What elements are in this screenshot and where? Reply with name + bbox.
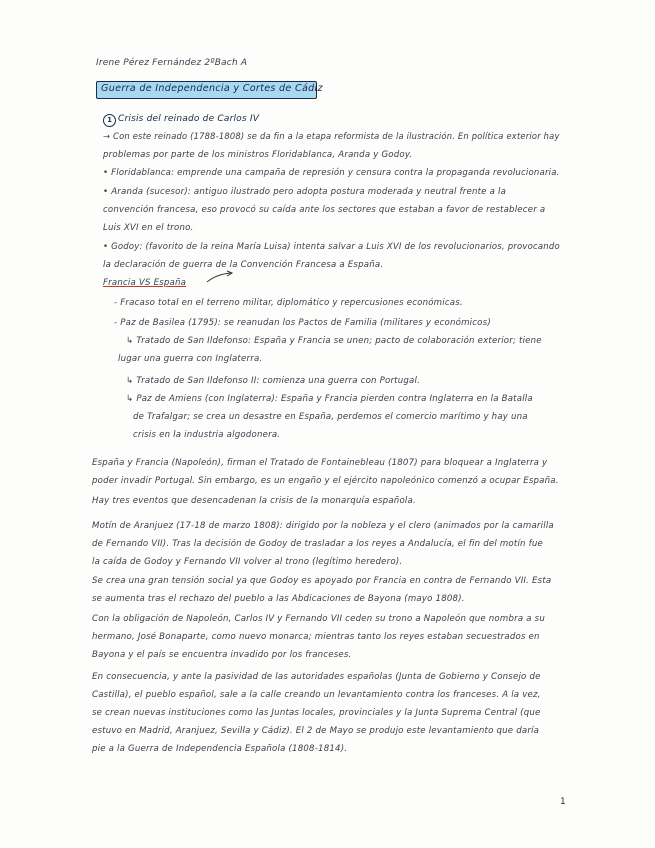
text-line: Castilla), el pueblo español, sale a la calle creando un levantamiento contra los franceses. A la vez,: [92, 690, 541, 700]
text-line: Se crea una gran tensión social ya que Godoy es apoyado por Francia en contra de Fernando VII. Esta: [92, 576, 552, 586]
text-line: • Godoy: (favorito de la reina María Luisa) intenta salvar a Luis XVI de los revolucionarios, provocando: [103, 242, 560, 252]
text-line: la caída de Godoy y Fernando VII volver al trono (legítimo heredero).: [92, 557, 403, 567]
text-line: • Aranda (sucesor): antiguo ilustrado pero adopta postura moderada y neutral frente a la: [103, 187, 507, 197]
section-number-badge: 1: [103, 114, 116, 127]
subheading-francia-vs-espana: Francia VS España: [103, 278, 187, 288]
page-number: 1: [560, 797, 566, 807]
text-line: En consecuencia, y ante la pasividad de las autoridades españolas (Junta de Gobierno y Consejo de: [92, 672, 541, 682]
text-line: ↳ Paz de Amiens (con Inglaterra): España y Francia pierden contra Inglaterra en la Batalla: [126, 394, 533, 404]
page-title: Guerra de Independencia y Cortes de Cádiz: [101, 83, 323, 94]
text-line: ↳ Tratado de San Ildefonso II: comienza una guerra con Portugal.: [126, 376, 421, 386]
arrow-icon: [205, 270, 235, 284]
text-line: de Fernando VII). Tras la decisión de Godoy de trasladar a los reyes a Andalucía, el fin del motín fue: [92, 539, 543, 549]
text-line: • Floridablanca: emprende una campaña de represión y censura contra la propaganda revolucionaria.: [103, 168, 560, 178]
text-line: pie a la Guerra de Independencia Española (1808-1814).: [92, 744, 348, 754]
text-line: Con la obligación de Napoleón, Carlos IV y Fernando VII ceden su trono a Napoleón que nombra a su: [92, 614, 545, 624]
text-line: hermano, José Bonaparte, como nuevo monarca; mientras tanto los reyes estaban secuestrados en: [92, 632, 540, 642]
text-line: convención francesa, eso provocó su caída ante los sectores que estaban a favor de restablecer a: [103, 205, 546, 215]
text-line: Hay tres eventos que desencadenan la crisis de la monarquía española.: [92, 496, 416, 506]
text-line: la declaración de guerra de la Convención Francesa a España.: [103, 260, 384, 270]
text-line: estuvo en Madrid, Aranjuez, Sevilla y Cádiz). El 2 de Mayo se produjo este levantamiento que daría: [92, 726, 540, 736]
text-line: de Trafalgar; se crea un desastre en España, perdemos el comercio marítimo y hay una: [133, 412, 528, 422]
text-line: se crean nuevas instituciones como las Juntas locales, provinciales y la Junta Suprema Central (que: [92, 708, 541, 718]
author-header: Irene Pérez Fernández 2ºBach A: [96, 58, 248, 68]
text-line: se aumenta tras el rechazo del pueblo a las Abdicaciones de Bayona (mayo 1808).: [92, 594, 465, 604]
text-line: problemas por parte de los ministros Floridablanca, Aranda y Godoy.: [103, 150, 413, 160]
text-line: España y Francia (Napoleón), firman el Tratado de Fontainebleau (1807) para bloquear a Inglaterra y: [92, 458, 548, 468]
text-line: Bayona y el país se encuentra invadido por los franceses.: [92, 650, 352, 660]
text-line: - Paz de Basilea (1795): se reanudan los Pactos de Familia (militares y económicos): [114, 318, 491, 328]
section-heading: Crisis del reinado de Carlos IV: [118, 114, 260, 124]
text-line: Motín de Aranjuez (17-18 de marzo 1808): dirigido por la nobleza y el clero (animados por la camarilla: [92, 521, 554, 531]
text-line: Luis XVI en el trono.: [103, 223, 194, 233]
text-line: crisis en la industria algodonera.: [133, 430, 281, 440]
text-line: ↳ Tratado de San Ildefonso: España y Francia se unen; pacto de colaboración exterior; tiene: [126, 336, 542, 346]
text-line: poder invadir Portugal. Sin embargo, es un engaño y el ejército napoleónico comenzó a ocupar España.: [92, 476, 559, 486]
text-line: → Con este reinado (1788-1808) se da fin a la etapa reformista de la ilustración. En política exterior hay: [103, 132, 560, 142]
text-line: - Fracaso total en el terreno militar, diplomático y repercusiones económicas.: [114, 298, 463, 308]
text-line: lugar una guerra con Inglaterra.: [118, 354, 263, 364]
